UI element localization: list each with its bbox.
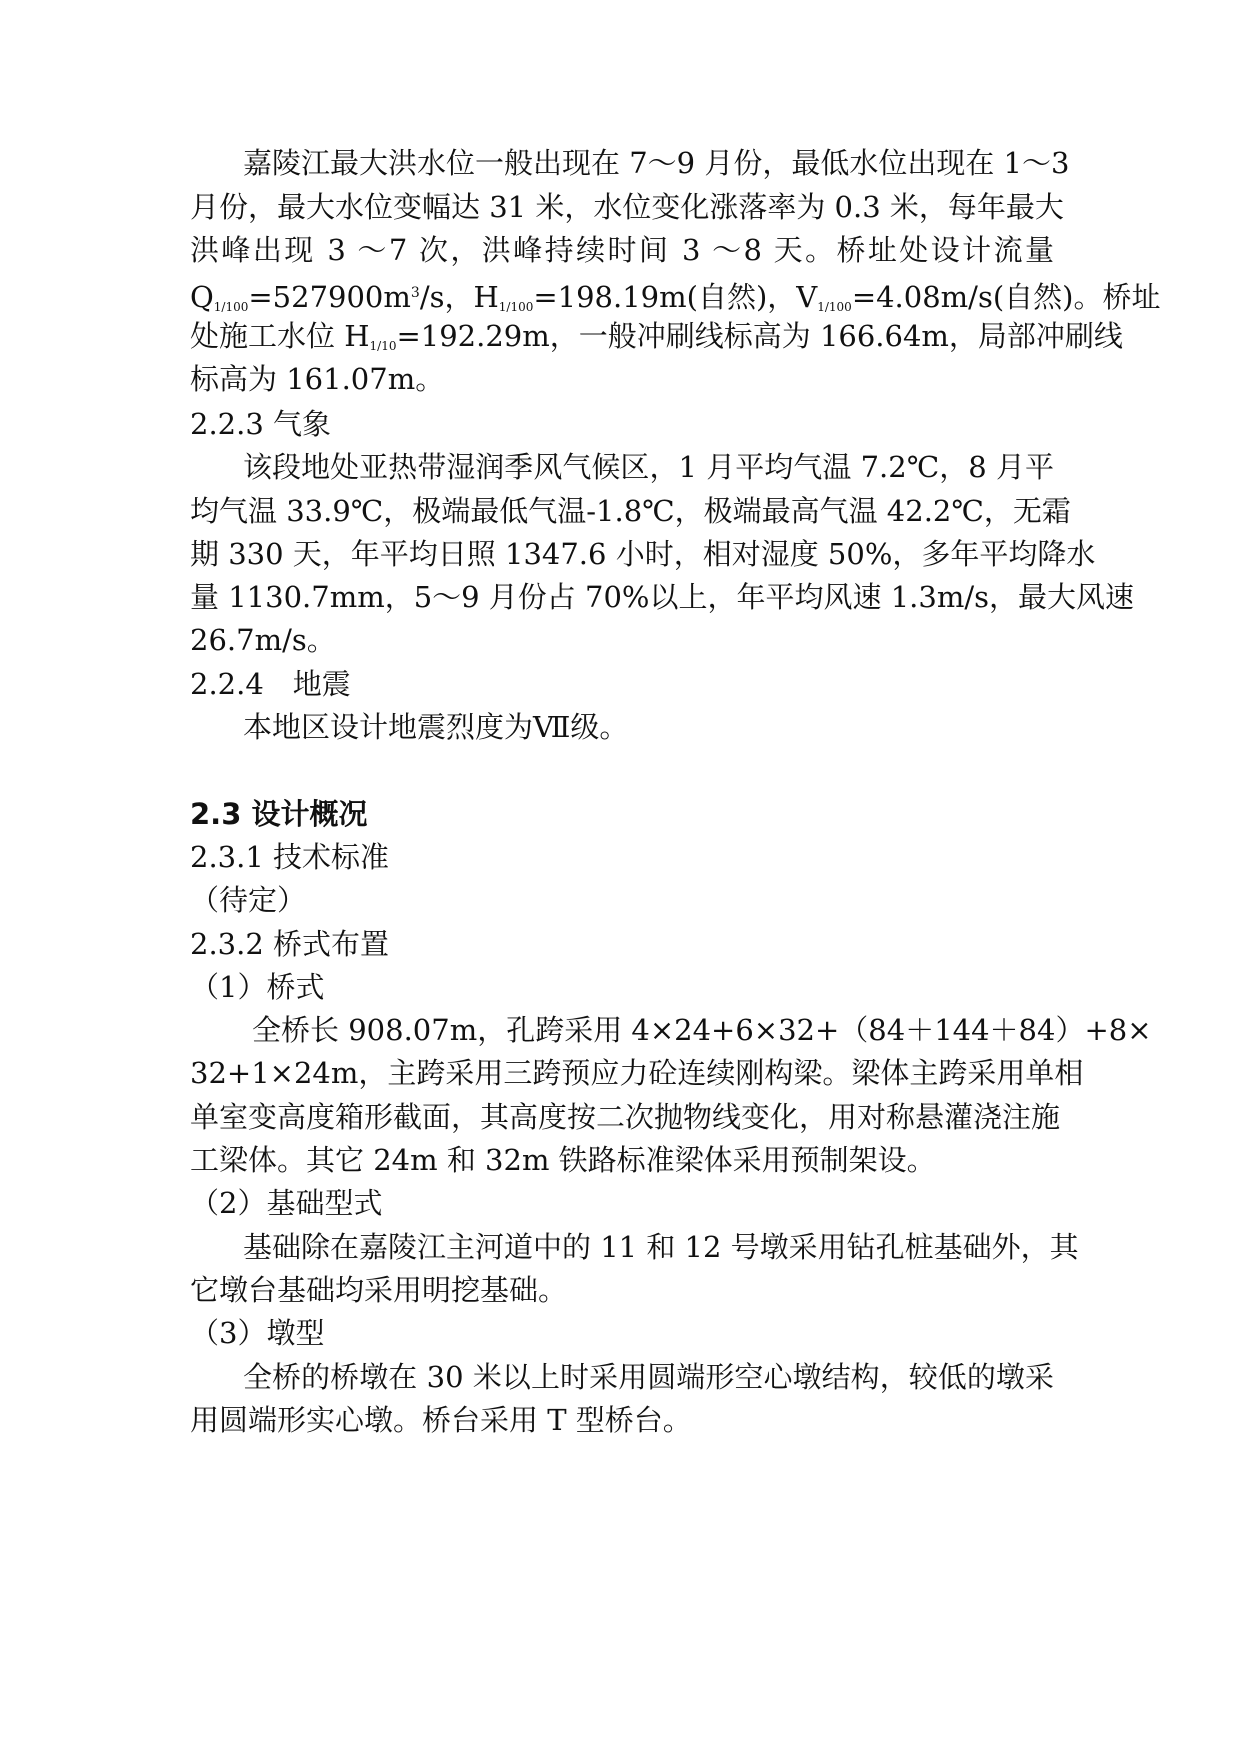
- item-title-pier-type: （3）墩型: [190, 1316, 325, 1350]
- construction-level-rest: =192.29m，一般冲刷线标高为 166.64m，局部冲刷线: [396, 319, 1123, 353]
- discharge-superscript: 3: [410, 285, 420, 301]
- velocity-subscript: 1/100: [817, 300, 852, 314]
- hydro-line-3: 洪峰出现 3 ～7 次，洪峰持续时间 3 ～8 天。桥址处设计流量: [190, 233, 1054, 267]
- construction-level-text: 处施工水位 H: [190, 319, 370, 353]
- section-heading-weather: 2.2.3 气象: [190, 407, 332, 441]
- weather-line-2: 均气温 33.9℃，极端最低气温-1.8℃，极端最高气温 42.2℃，无霜: [190, 494, 1071, 528]
- section-heading-earthquake: 2.2.4 地震: [190, 667, 351, 701]
- hydro-line-2: 月份，最大水位变幅达 31 米，水位变化涨落率为 0.3 米，每年最大: [190, 190, 1064, 224]
- water-level-value: =198.19m(自然)，: [533, 280, 797, 314]
- subsection-heading-standards: 2.3.1 技术标准: [190, 840, 390, 874]
- item-title-foundation: （2）基础型式: [190, 1186, 383, 1220]
- earthquake-line-1: 本地区设计地震烈度为Ⅶ级。: [243, 710, 629, 744]
- bridge-type-line-3: 单室变高度箱形截面，其高度按二次抛物线变化，用对称悬灌浇注施: [190, 1100, 1061, 1134]
- hydro-line-1: 嘉陵江最大洪水位一般出现在 7～9 月份，最低水位出现在 1～3: [243, 146, 1070, 180]
- standards-body: （待定）: [190, 883, 307, 917]
- construction-level-subscript: 1/10: [369, 339, 397, 353]
- bridge-type-line-4: 工梁体。其它 24m 和 32m 铁路标准梁体采用预制架设。: [190, 1143, 936, 1177]
- discharge-unit: /s，: [419, 280, 474, 314]
- weather-line-1: 该段地处亚热带湿润季风气候区，1 月平均气温 7.2℃，8 月平: [243, 450, 1054, 484]
- section-heading-design: 2.3 设计概况: [190, 797, 368, 831]
- discharge-value: =527900m: [248, 280, 411, 314]
- bridge-type-line-2: 32+1×24m，主跨采用三跨预应力砼连续刚构梁。梁体主跨采用单相: [190, 1056, 1084, 1090]
- foundation-line-1: 基础除在嘉陵江主河道中的 11 和 12 号墩采用钻孔桩基础外，其: [243, 1230, 1079, 1264]
- velocity-symbol: V: [796, 280, 818, 314]
- bridge-type-line-1: 全桥长 908.07m，孔跨采用 4×24+6×32+（84＋144＋84）+8×: [252, 1013, 1152, 1047]
- hydro-line-6: 标高为 161.07m。: [190, 362, 445, 396]
- subsection-heading-layout: 2.3.2 桥式布置: [190, 927, 390, 961]
- foundation-line-2: 它墩台基础均采用明挖基础。: [190, 1273, 568, 1307]
- weather-line-4: 量 1130.7mm，5～9 月份占 70%以上，年平均风速 1.3m/s，最大风速: [190, 580, 1134, 614]
- water-level-subscript: 1/100: [498, 300, 534, 314]
- weather-line-5: 26.7m/s。: [190, 623, 336, 657]
- water-level-symbol: H: [473, 280, 499, 314]
- velocity-value: =4.08m/s(自然)。桥址: [851, 280, 1161, 314]
- pier-type-line-2: 用圆端形实心墩。桥台采用 T 型桥台。: [190, 1403, 692, 1437]
- discharge-symbol: Q: [190, 280, 214, 314]
- pier-type-line-1: 全桥的桥墩在 30 米以上时采用圆端形空心墩结构，较低的墩采: [243, 1360, 1054, 1394]
- weather-line-3: 期 330 天，年平均日照 1347.6 小时，相对湿度 50%，多年平均降水: [190, 537, 1096, 571]
- item-title-bridge-type: （1）桥式: [190, 970, 325, 1004]
- discharge-subscript: 1/100: [213, 300, 249, 314]
